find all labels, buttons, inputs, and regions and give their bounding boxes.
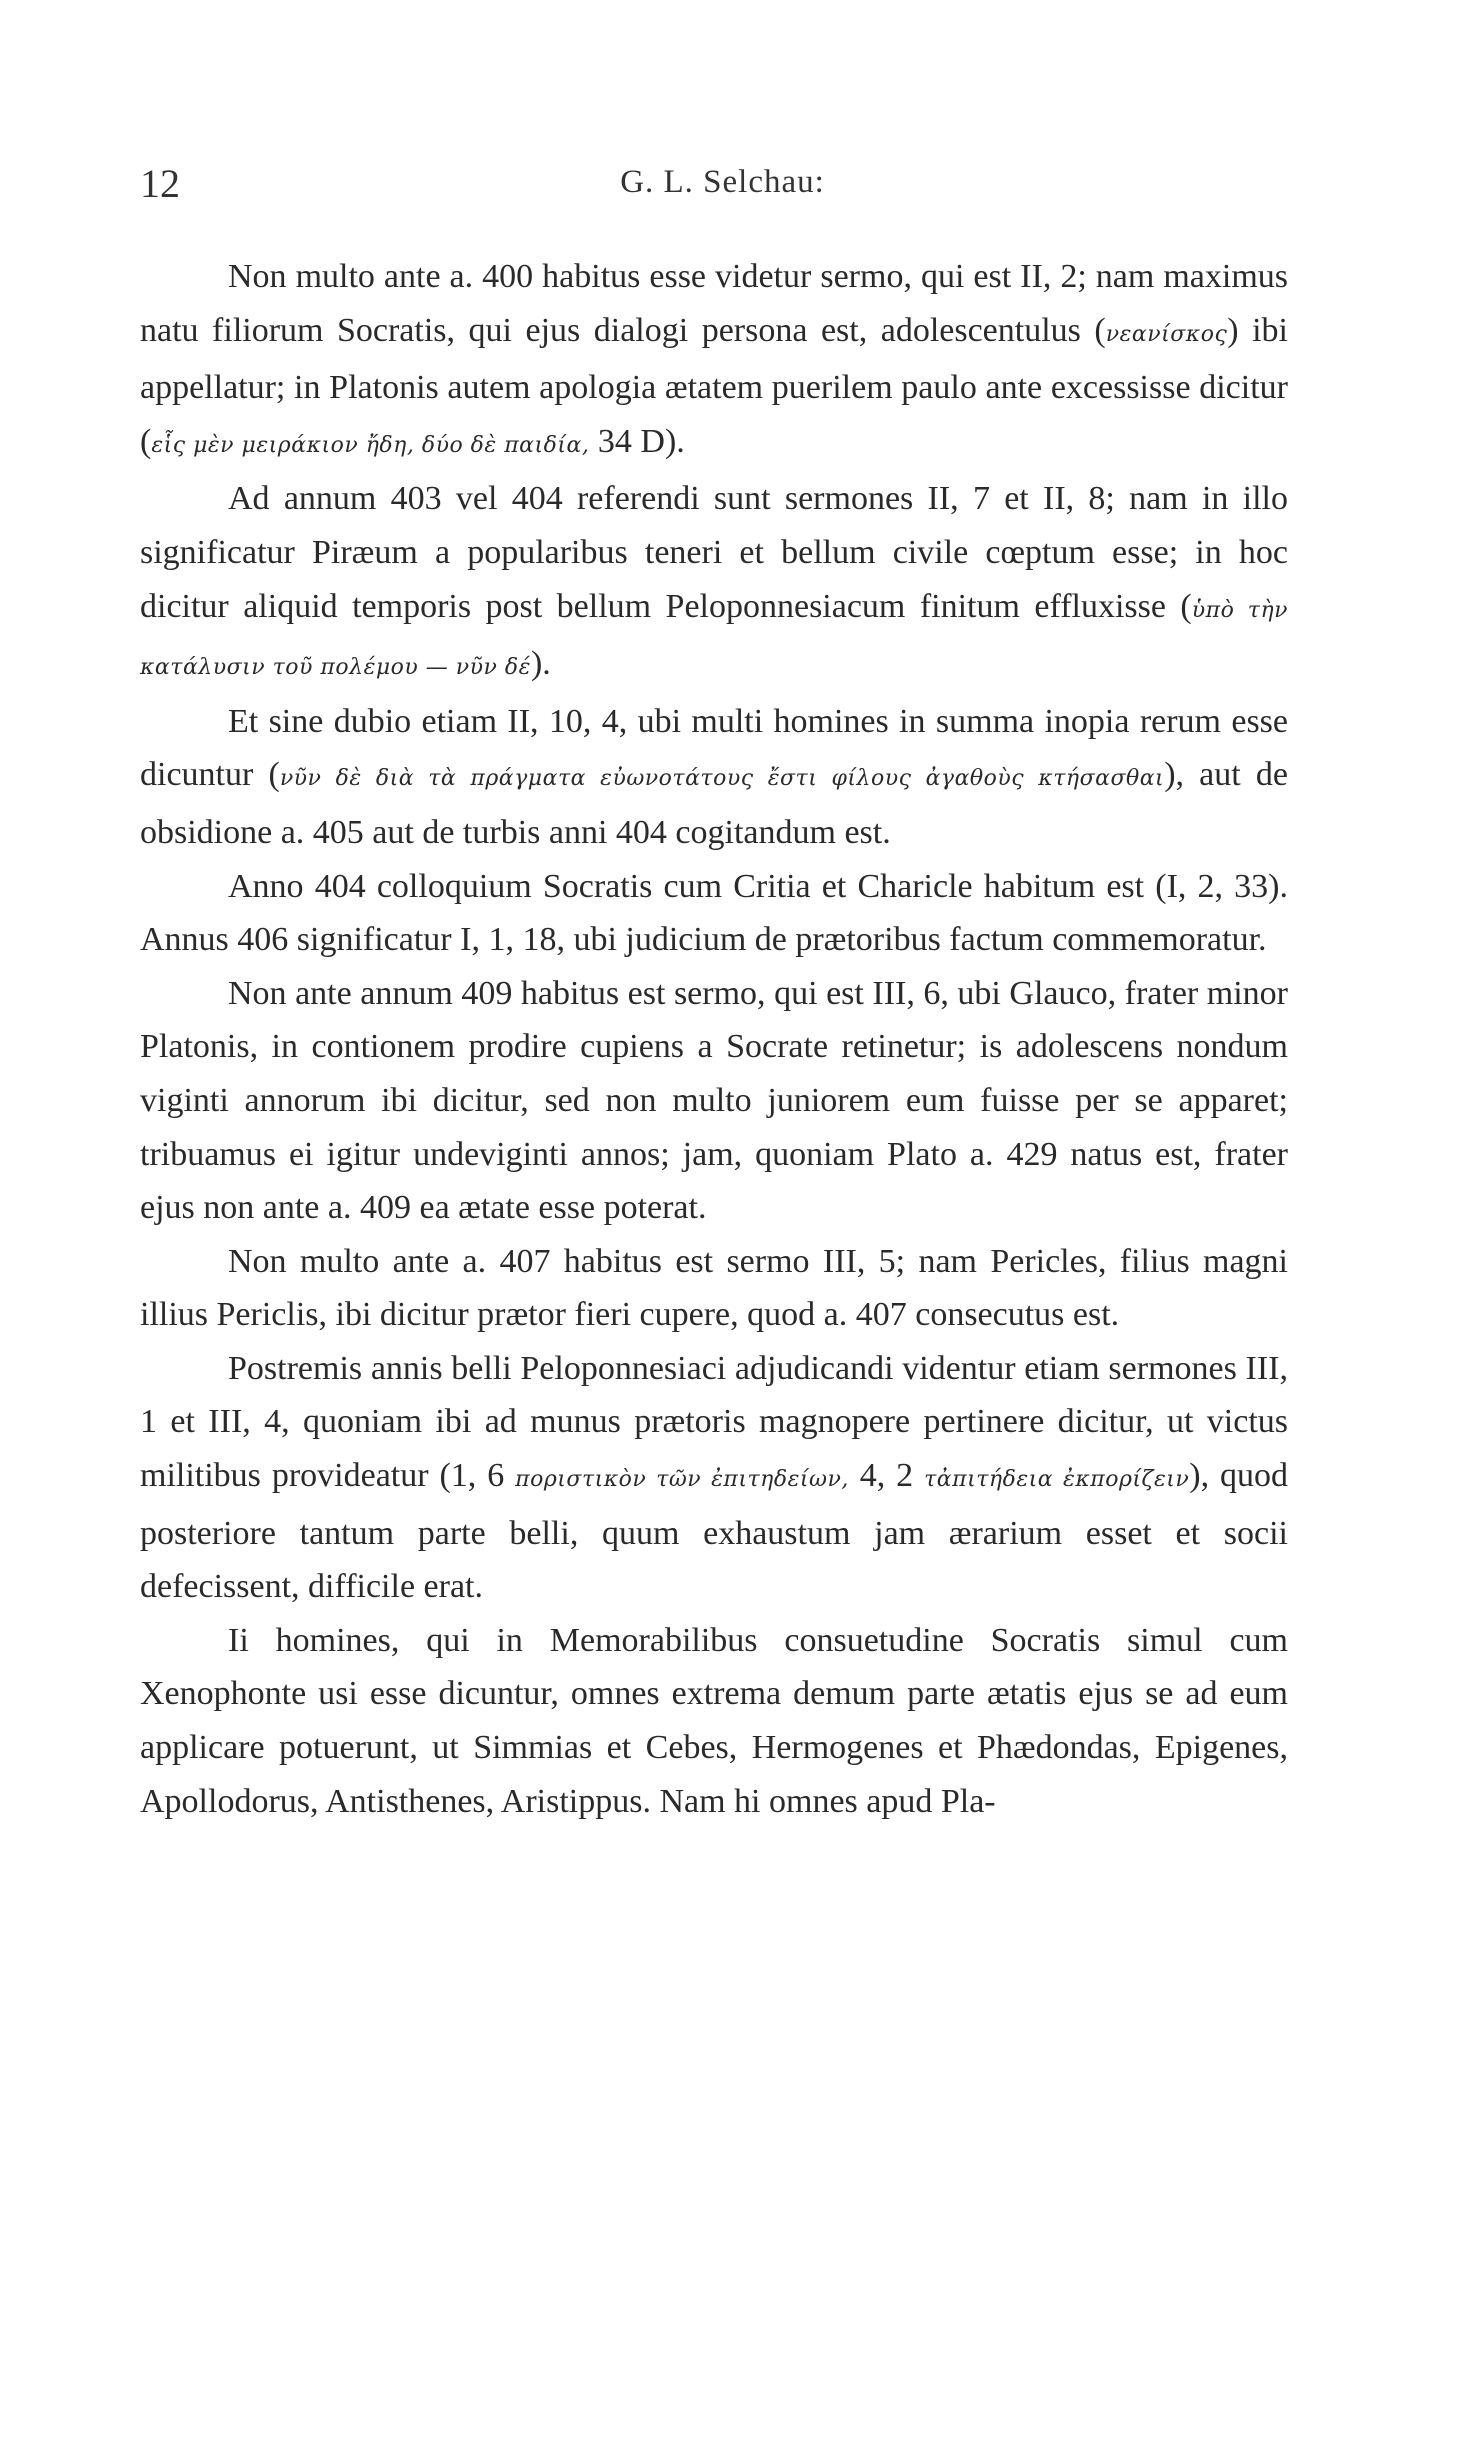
text-segment: Ii homines, qui in Memorabilibus consuetudine Socratis simul cum Xenophonte usi esse dicuntur, omnes extrema demum parte ætatis ejus se ad eum applicare potuerunt, ut Simmias et Cebes, Hermogenes et Phædondas, Epigenes, Apollodorus, Antisthenes, Aristippus. Nam hi omnes apud Pla- — [140, 1621, 1288, 1820]
text-segment: 4, 2 — [848, 1457, 925, 1495]
text-segment: Ad annum 403 vel 404 referendi sunt sermones II, 7 et II, 8; nam in illo significatur Piræum a popularibus teneri et bellum civile cœptum esse; in hoc dicitur aliquid temporis post bellum Peloponnesiacum finitum effluxisse ( — [140, 480, 1288, 625]
text-segment: Postremis annis belli Peloponnesiaci adjudicandi videntur etiam sermones III, 1 et III, 4, quoniam ibi ad munus prætoris magnopere pertinere dicitur, ut victus militibus provideatur (1, 6 — [140, 1349, 1288, 1495]
paragraph — [140, 1342, 1288, 1614]
greek-quotation: τἀπιτήδεια ἐκπορίζειν — [924, 1467, 1190, 1493]
text-segment: ), aut de obsidione a. 405 aut de turbis anni 404 cogitandum est. — [140, 756, 1288, 851]
text-segment: ) ibi appellatur; in Platonis autem apologia ætatem puerilem paulo ante excessisse dicitur ( — [140, 311, 1289, 460]
text-segment: Non ante annum 409 habitus est sermo, qui est III, 6, ubi Glauco, frater minor Platonis, in contionem prodire cupiens a Socrate retinetur; is adolescens nondum viginti annorum ibi dicitur, sed non multo juniorem eum fuisse per se apparet; tribuamus ei igitur undeviginti annos; jam, quoniam Plato a. 429 natus est, frater ejus non ante a. 409 ea ætate esse poterat. — [140, 974, 1288, 1227]
greek-quotation: νῦν δὲ διὰ τὰ πράγματα εὐωνοτάτους ἔστι φίλους ἀγαθοὺς κτήσασθαι — [279, 766, 1165, 792]
text-segment: ), quod posteriore tantum parte belli, quum exhaustum jam ærarium esset et socii defecissent, difficile erat. — [140, 1457, 1288, 1606]
paragraph — [140, 250, 1288, 472]
text-segment: 34 D). — [589, 422, 685, 460]
body-text — [140, 250, 1288, 1828]
text-segment: Anno 404 colloquium Socratis cum Critia et Charicle habitum est (I, 2, 33). Annus 406 significatur I, 1, 18, ubi judicium de prætoribus factum commemoratur. — [140, 867, 1288, 959]
text-segment: ). — [530, 645, 551, 683]
greek-quotation: εἷς μὲν μειράκιον ἤδη, δύο δὲ παιδία, — [151, 432, 590, 458]
paragraph — [140, 967, 1288, 1235]
paragraph — [140, 695, 1288, 860]
page-number: 12 — [140, 161, 180, 206]
page-header — [140, 160, 1305, 210]
greek-quotation: ποριστικὸν τῶν ἐπιτηδείων, — [515, 1467, 849, 1493]
greek-quotation: νεανίσκος — [1105, 321, 1228, 347]
paragraph — [140, 1235, 1288, 1342]
text-segment: Non multo ante a. 407 habitus est sermo III, 5; nam Pericles, filius magni illius Periclis, ibi dicitur prætor fieri cupere, quod a. 407 consecutus est. — [140, 1242, 1288, 1334]
text-segment: Et sine dubio etiam II, 10, 4, ubi multi homines in summa inopia rerum esse dicuntur ( — [140, 702, 1288, 794]
paragraph — [140, 1614, 1288, 1828]
greek-quotation: ὑπὸ τὴν κατάλυσιν τοῦ πολέμου — νῦν δέ — [140, 597, 1288, 681]
running-head: G. L. Selchau: — [620, 164, 825, 200]
text-segment: Non multo ante a. 400 habitus esse videtur sermo, qui est II, 2; nam maximus natu filiorum Socratis, qui ejus dialogi persona est, adolescentulus ( — [140, 258, 1288, 349]
paragraph — [140, 472, 1288, 694]
paragraph — [140, 860, 1288, 967]
